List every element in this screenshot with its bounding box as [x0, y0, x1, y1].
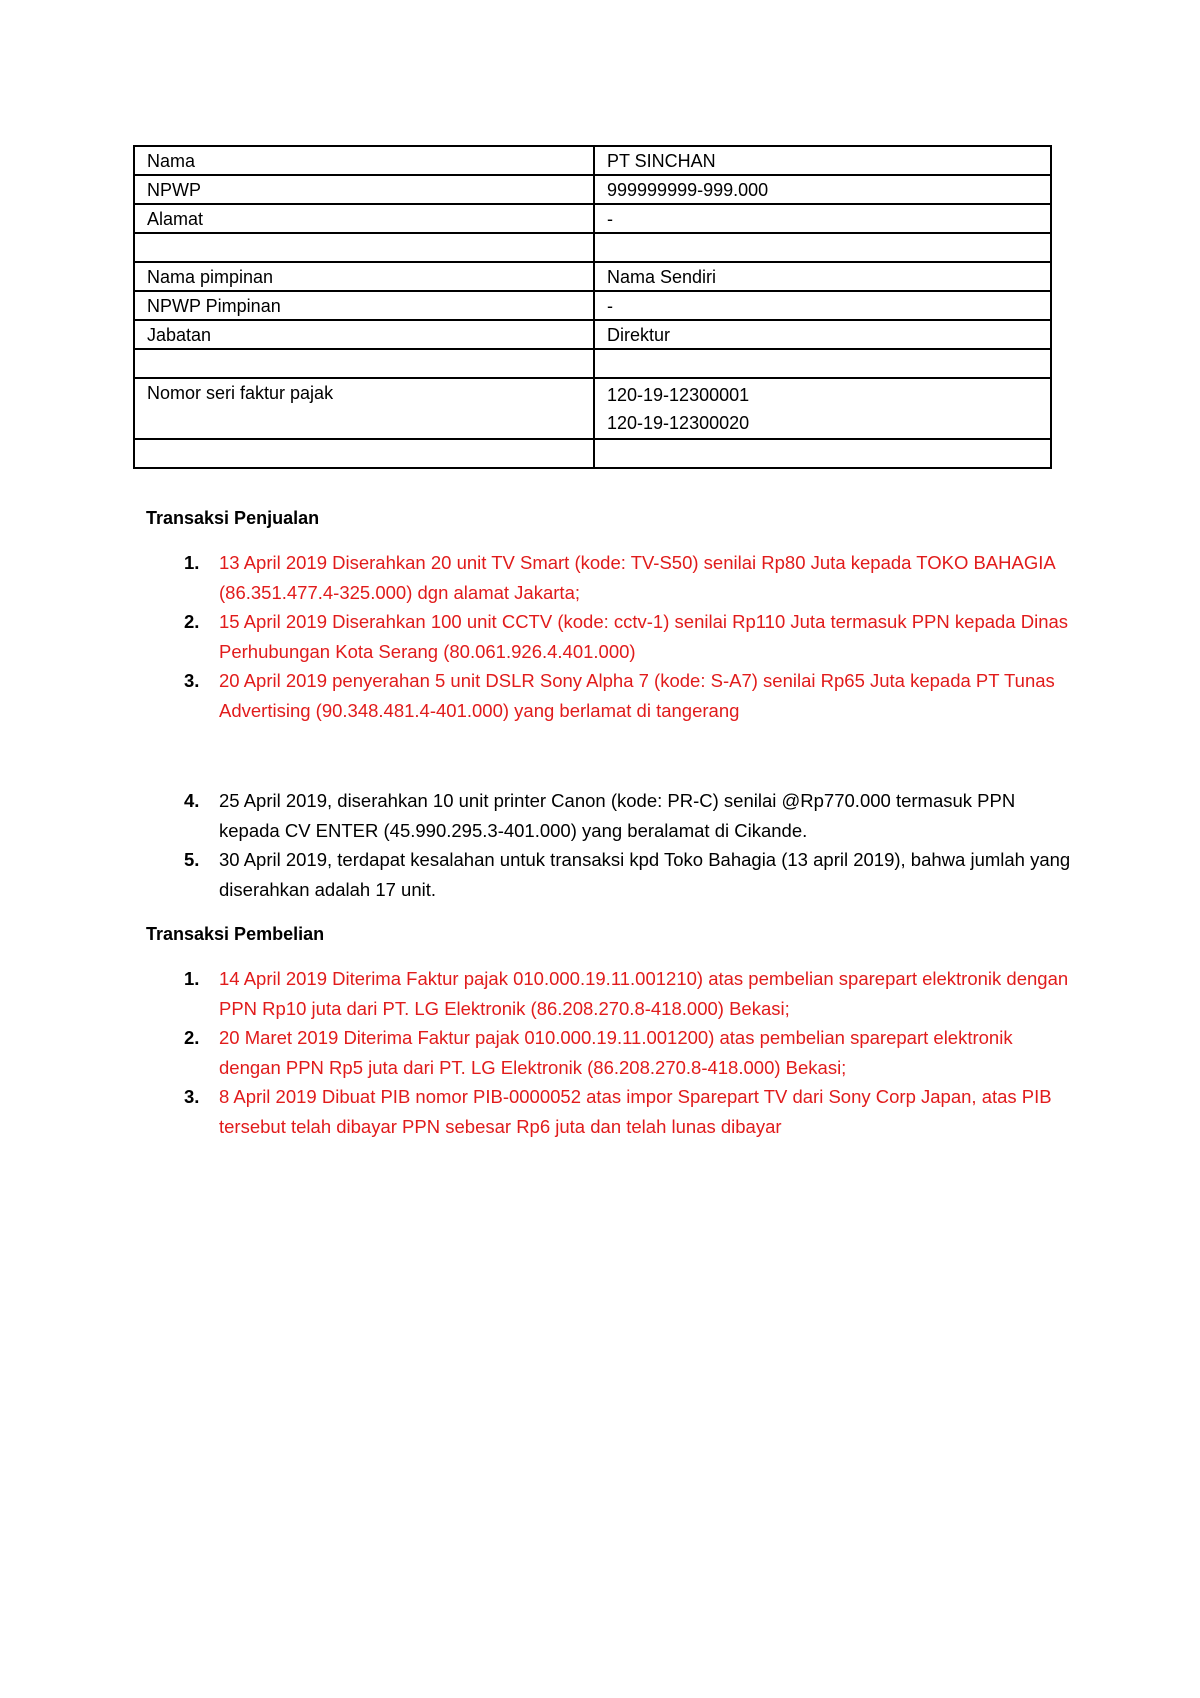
table-row [134, 262, 1051, 291]
item-text: 20 April 2019 penyerahan 5 unit DSLR Sony Alpha 7 (kode: S-A7) senilai Rp65 Juta kepada PT Tunas Advertising (90.348.481.4-401.000) yang berlamat di tangerang [219, 670, 1055, 721]
label-cell: Jabatan [134, 320, 594, 349]
faktur-serial-end: 120-19-12300020 [607, 413, 750, 433]
table-row [134, 439, 1051, 468]
label-cell [134, 349, 594, 378]
penjualan-list-a [146, 548, 1076, 725]
list-item [146, 548, 1076, 607]
value-cell: Direktur [594, 320, 1051, 349]
list-item [146, 607, 1076, 666]
label-cell: Nomor seri faktur pajak [134, 378, 594, 439]
list-item [146, 1082, 1076, 1141]
faktur-serial-start: 120-19-12300001 [607, 385, 750, 405]
label-cell: NPWP [134, 175, 594, 204]
value-cell: Nama Sendiri [594, 262, 1051, 291]
table-row [134, 146, 1051, 175]
item-text: 30 April 2019, terdapat kesalahan untuk transaksi kpd Toko Bahagia (13 april 2019), bahwa jumlah yang diserahkan adalah 17 unit. [219, 849, 1071, 900]
list-item [146, 1023, 1076, 1082]
list-item [146, 964, 1076, 1023]
label-cell [134, 439, 594, 468]
item-number: 5. [184, 849, 200, 870]
value-cell [594, 349, 1051, 378]
value-cell [594, 378, 1051, 439]
item-number: 3. [184, 670, 200, 691]
table-row [134, 291, 1051, 320]
label-cell [134, 233, 594, 262]
label-cell: Nama pimpinan [134, 262, 594, 291]
item-text: 14 April 2019 Diterima Faktur pajak 010.000.19.11.001210) atas pembelian sparepart elektronik dengan PPN Rp10 juta dari PT. LG Elektronik (86.208.270.8-418.000) Bekasi; [219, 968, 1069, 1019]
table-row [134, 175, 1051, 204]
item-number: 2. [184, 1027, 200, 1048]
label-cell: Nama [134, 146, 594, 175]
list-item [146, 666, 1076, 725]
table-row [134, 349, 1051, 378]
label-cell: Alamat [134, 204, 594, 233]
item-number: 2. [184, 611, 200, 632]
list-item [146, 786, 1076, 845]
section-title-pembelian: Transaksi Pembelian [146, 924, 325, 944]
value-cell: - [594, 291, 1051, 320]
item-number: 3. [184, 1086, 200, 1107]
penjualan-list-b [146, 786, 1076, 904]
value-cell [594, 439, 1051, 468]
item-text: 13 April 2019 Diserahkan 20 unit TV Smart (kode: TV-S50) senilai Rp80 Juta kepada TOKO BAHAGIA (86.351.477.4-325.000) dgn alamat Jakarta; [219, 552, 1055, 603]
item-text: 15 April 2019 Diserahkan 100 unit CCTV (kode: cctv-1) senilai Rp110 Juta termasuk PPN kepada Dinas Perhubungan Kota Serang (80.061.926.4.401.000) [219, 611, 1069, 662]
value-cell [594, 233, 1051, 262]
item-text: 20 Maret 2019 Diterima Faktur pajak 010.000.19.11.001200) atas pembelian sparepart elektronik dengan PPN Rp5 juta dari PT. LG Elektronik (86.208.270.8-418.000) Bekasi; [219, 1027, 1013, 1078]
value-cell: - [594, 204, 1051, 233]
item-number: 1. [184, 968, 200, 989]
item-text: 25 April 2019, diserahkan 10 unit printer Canon (kode: PR-C) senilai @Rp770.000 termasuk PPN kepada CV ENTER (45.990.295.3-401.000) yang beralamat di Cikande. [219, 790, 1016, 841]
list-item [146, 845, 1076, 904]
company-info-table [133, 145, 1052, 469]
table-row [134, 204, 1051, 233]
label-cell: NPWP Pimpinan [134, 291, 594, 320]
section-title-penjualan: Transaksi Penjualan [146, 508, 320, 528]
item-number: 1. [184, 552, 200, 573]
value-cell: PT SINCHAN [594, 146, 1051, 175]
table-row [134, 378, 1051, 439]
item-number: 4. [184, 790, 200, 811]
table-row [134, 233, 1051, 262]
table-row [134, 320, 1051, 349]
value-cell: 999999999-999.000 [594, 175, 1051, 204]
pembelian-list [146, 964, 1076, 1141]
item-text: 8 April 2019 Dibuat PIB nomor PIB-0000052 atas impor Sparepart TV dari Sony Corp Japan, atas PIB tersebut telah dibayar PPN sebesar Rp6 juta dan telah lunas dibayar [219, 1086, 1052, 1137]
